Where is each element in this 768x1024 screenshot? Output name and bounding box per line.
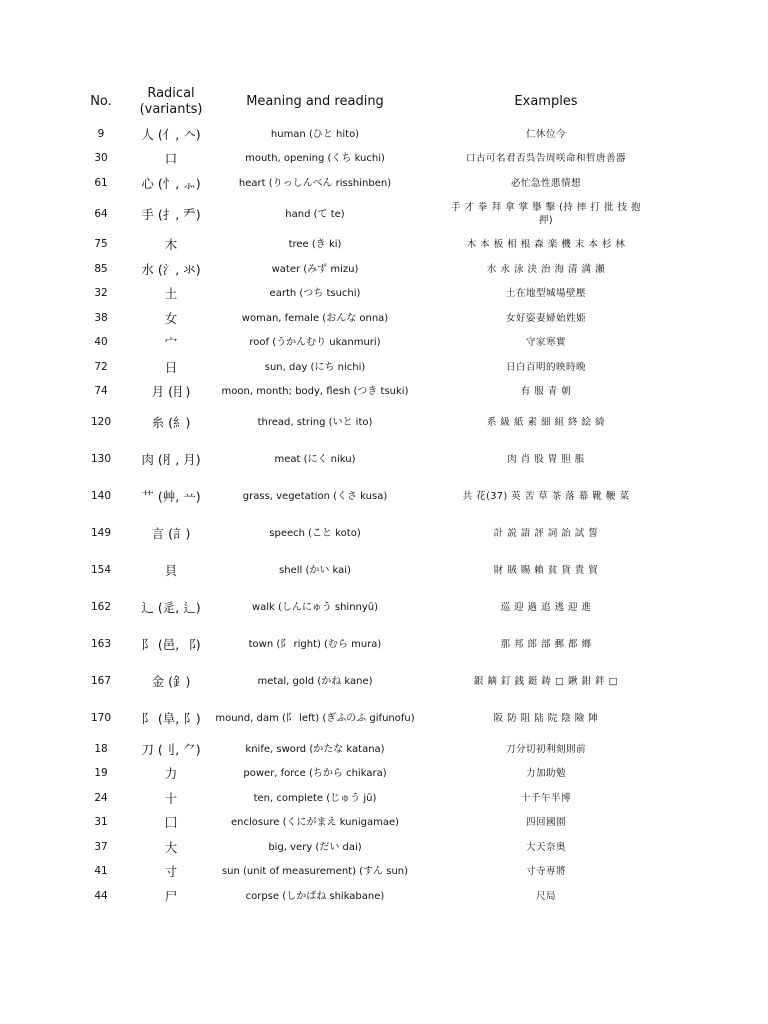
row-meaning: mouth, opening (くち kuchi) (245, 153, 385, 165)
row-examples: 女好姿妻婦始姓姫 (505, 312, 586, 324)
row-number: 154 (90, 564, 112, 576)
row-radical: 阝 (阜, ⻖) (141, 711, 201, 726)
row-meaning: grass, vegetation (くさ kusa) (242, 491, 388, 502)
row-number: 19 (94, 767, 108, 780)
header-examples: Examples (514, 94, 578, 109)
row-examples: 力加助勉 (525, 768, 566, 780)
row-radical: 水 (氵, 氺) (141, 261, 201, 277)
row-examples: 木 本 板 相 根 森 楽 機 末 本 杉 林 (466, 239, 626, 251)
row-meaning: water (みず mizu) (271, 263, 359, 275)
header-radical: Radical (variants) (139, 86, 203, 117)
row-radical: 十 (164, 790, 178, 806)
row-examples: 土在地型城場壁壓 (505, 288, 586, 300)
row-examples: 財 賊 賜 賴 貧 貨 貴 貿 (493, 565, 599, 576)
row-number: 163 (90, 638, 112, 650)
row-number: 31 (94, 816, 108, 829)
row-radical: 囗 (164, 815, 178, 831)
table-row (75, 663, 677, 700)
row-radical: 力 (164, 766, 178, 782)
row-examples: 有 服 青 朝 (520, 386, 572, 398)
row-radical: 阝 (邑, ⻏) (141, 637, 201, 652)
row-radical: 心 (忄, ⺗) (141, 175, 201, 191)
row-number: 120 (90, 416, 112, 428)
table-row (75, 626, 677, 663)
table-row (75, 331, 677, 356)
table-row (75, 171, 677, 196)
row-meaning: knife, sword (かたな katana) (245, 743, 385, 755)
row-radical: 宀 (164, 335, 178, 351)
row-examples: 系 級 紙 素 細 組 終 絵 綺 (486, 417, 606, 428)
row-meaning: power, force (ちから chikara) (243, 768, 387, 780)
row-meaning: mound, dam (阝 left) (ぎふのふ gifunofu) (215, 713, 415, 724)
table-row (75, 233, 677, 258)
row-meaning: town (阝 right) (むら mura) (248, 639, 382, 650)
row-number: 149 (90, 527, 112, 539)
row-number: 32 (94, 287, 108, 300)
row-number: 30 (94, 152, 108, 165)
table-row (75, 860, 677, 885)
row-number: 64 (94, 207, 108, 220)
row-number: 38 (94, 311, 108, 324)
row-examples: 日白百明的映時晩 (505, 361, 586, 373)
table-row (75, 552, 677, 589)
row-radical: 寸 (164, 864, 178, 880)
header-no: No. (90, 94, 112, 109)
row-number: 170 (90, 712, 112, 724)
row-meaning: human (ひと hito) (270, 128, 360, 140)
row-radical: 大 (164, 839, 178, 855)
row-examples: 阪 防 阻 陆 院 陰 險 陣 (493, 713, 599, 724)
row-examples: 刀分切初利刻則前 (505, 743, 586, 755)
table-row (75, 122, 677, 147)
header-meaning: Meaning and reading (246, 94, 384, 109)
row-meaning: walk (しんにゅう shinnyū) (251, 602, 379, 613)
table-row (75, 700, 677, 737)
row-radical: 木 (164, 237, 178, 253)
row-examples: 巡 迎 過 追 逃 迎 進 (500, 602, 592, 613)
row-radical: 女 (164, 310, 178, 326)
row-number: 24 (94, 791, 108, 804)
row-meaning: shell (かい kai) (279, 565, 351, 576)
row-number: 162 (90, 601, 112, 613)
row-number: 75 (94, 238, 108, 251)
table-row (75, 811, 677, 836)
table-row (75, 762, 677, 787)
row-number: 61 (94, 176, 108, 189)
table-row (75, 835, 677, 860)
table-row (75, 355, 677, 380)
row-examples: 肉 肖 股 胃 胆 脹 (507, 454, 585, 465)
radicals-table (75, 82, 677, 909)
row-number: 140 (90, 490, 112, 502)
row-examples: 大天奈奥 (525, 841, 566, 853)
row-radical: 人 (亻, 𠆢) (141, 126, 201, 142)
row-radical: 艹 (艸, 䒑) (141, 489, 201, 504)
row-examples: 銀 鏑 釘 銭 鋌 鋳 □ 鍬 鉗 鉡 □ (473, 676, 619, 687)
table-row (75, 147, 677, 172)
row-number: 85 (94, 262, 108, 275)
row-radical: 糸 (糹) (151, 415, 191, 430)
row-meaning: big, very (だい dai) (268, 841, 362, 853)
row-radical: 手 (扌, 龵) (141, 206, 201, 222)
row-radical: 口 (164, 151, 178, 167)
row-examples: 共 花(37) 英 苦 草 茶 落 幕 靴 鞭 菜 (462, 491, 630, 502)
row-number: 37 (94, 840, 108, 853)
row-examples: 仁休位今 (525, 128, 566, 140)
table-row (75, 306, 677, 331)
row-radical: 肉 (⺼, 月) (141, 452, 201, 467)
row-meaning: metal, gold (かね kane) (257, 676, 373, 687)
row-examples: 寸寺専將 (525, 866, 566, 878)
row-number: 167 (90, 675, 112, 687)
row-number: 74 (94, 385, 108, 398)
table-row (75, 786, 677, 811)
table-row (75, 257, 677, 282)
row-examples: 手 才 拳 拜 拿 掌 擧 擊 (持 摔 打 批 技 抱 押) (451, 202, 641, 226)
row-examples: 守家寒實 (525, 337, 566, 349)
table-row (75, 380, 677, 405)
row-meaning: corpse (しかばね shikabane) (245, 890, 385, 902)
table-row (75, 737, 677, 762)
row-meaning: hand (て te) (285, 208, 345, 220)
row-radical: 月 (⺝) (151, 384, 191, 400)
row-meaning: earth (つち tsuchi) (269, 288, 361, 300)
row-meaning: tree (き ki) (288, 239, 342, 251)
row-meaning: sun (unit of measurement) (すん sun) (221, 866, 409, 878)
row-meaning: speech (こと koto) (269, 528, 361, 539)
row-meaning: meat (にく niku) (274, 454, 356, 465)
header-row (75, 82, 677, 122)
row-meaning: heart (りっしんべん risshinben) (238, 177, 392, 189)
row-examples: 水 永 泳 決 治 海 清 満 瀬 (486, 263, 606, 275)
row-examples: 必忙急性悪情想 (510, 177, 581, 189)
row-meaning: roof (うかんむり ukanmuri) (249, 337, 381, 349)
table-row (75, 196, 677, 233)
row-meaning: woman, female (おんな onna) (241, 312, 389, 324)
row-number: 72 (94, 360, 108, 373)
row-examples: 四回國園 (525, 817, 566, 829)
row-number: 9 (97, 127, 105, 140)
table-row (75, 404, 677, 441)
row-number: 44 (94, 889, 108, 902)
row-radical: 言 (訁) (151, 526, 191, 541)
table-row (75, 441, 677, 478)
table-row (75, 589, 677, 626)
row-number: 18 (94, 742, 108, 755)
row-meaning: enclosure (くにがまえ kunigamae) (230, 817, 400, 829)
row-radical: ⻌ (辵, ⻍) (141, 600, 201, 615)
row-number: 40 (94, 336, 108, 349)
table-row (75, 884, 677, 909)
row-examples: 十千午半博 (520, 792, 571, 804)
row-radical: 金 (釒) (151, 674, 191, 689)
row-radical: 尸 (164, 888, 178, 904)
table-row (75, 478, 677, 515)
row-meaning: sun, day (にち nichi) (264, 361, 366, 373)
row-meaning: ten, complete (じゅう jū) (253, 792, 377, 804)
row-examples: 計 説 語 評 詞 詒 試 誓 (493, 528, 599, 539)
row-radical: 貝 (164, 563, 178, 578)
row-examples: 口古可名君否呉告周咲命和哲唐善器 (465, 153, 626, 165)
row-radical: 土 (164, 286, 178, 302)
row-radical: 刀 (刂, ⺈) (141, 741, 201, 757)
row-meaning: thread, string (いと ito) (257, 417, 373, 428)
row-examples: 那 邦 郎 部 郵 都 鄉 (500, 639, 592, 650)
row-number: 130 (90, 453, 112, 465)
row-examples: 尺局 (535, 890, 556, 902)
row-meaning: moon, month; body, flesh (つき tsuki) (221, 386, 409, 398)
row-radical: 日 (164, 359, 178, 375)
table-row (75, 282, 677, 307)
table-row (75, 515, 677, 552)
row-number: 41 (94, 865, 108, 878)
